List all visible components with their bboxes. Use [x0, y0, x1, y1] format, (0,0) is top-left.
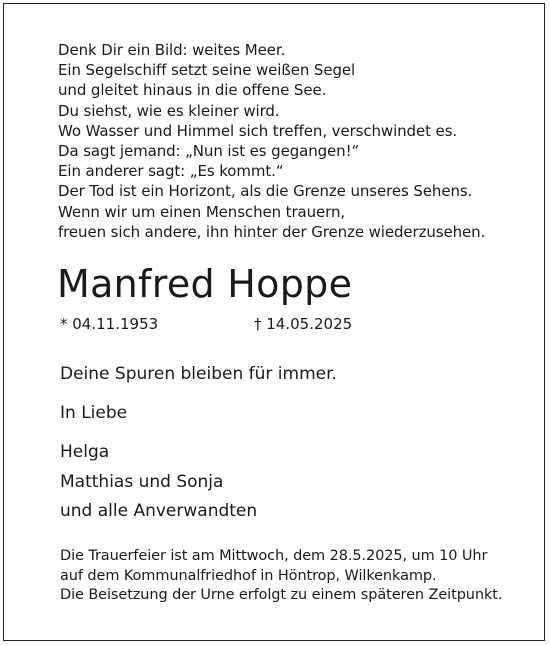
poem-line: und gleitet hinaus in die offene See. [58, 81, 327, 100]
poem-line: Der Tod ist ein Horizont, als die Grenze unseres Sehens. [58, 182, 473, 201]
motto: Deine Spuren bleiben für immer. [60, 364, 337, 384]
poem-line: Denk Dir ein Bild: weites Meer. [58, 41, 286, 59]
notice-line: auf dem Kommunalfriedhof in Höntrop, Wilkenkamp. [60, 567, 437, 584]
deceased-name: Manfred Hoppe [57, 262, 353, 306]
mourner-name: und alle Anverwandten [60, 501, 258, 521]
poem-line: Wo Wasser und Himmel sich treffen, verschwindet es. [58, 121, 458, 140]
mourner-name: Matthias und Sonja [60, 471, 224, 492]
notice-line: Die Beisetzung der Urne erfolgt zu einem späteren Zeitpunkt. [60, 587, 503, 603]
notice-line: Die Trauerfeier ist am Mittwoch, dem 28.5.2025, um 10 Uhr [60, 548, 488, 564]
poem-line: Du siehst, wie es kleiner wird. [58, 101, 280, 120]
birth-date: * 04.11.1953 [60, 315, 159, 333]
poem [58, 40, 485, 242]
poem-line: Ein anderer sagt: „Es kommt.“ [58, 162, 284, 181]
mourner-name: Helga [60, 442, 110, 462]
poem-line: Da sagt jemand: „Nun ist es gegangen!“ [58, 142, 360, 161]
obituary-frame [3, 3, 545, 641]
mourners-list [60, 438, 257, 527]
poem-line: Wenn wir um einen Menschen trauern, [58, 202, 346, 221]
funeral-notice [60, 547, 502, 606]
poem-line: freuen sich andere, ihn hinter der Grenze wiederzusehen. [58, 222, 486, 241]
death-date: † 14.05.2025 [254, 315, 353, 333]
poem-line: Ein Segelschiff setzt seine weißen Segel [58, 61, 356, 80]
in-love-label: In Liebe [60, 403, 128, 423]
